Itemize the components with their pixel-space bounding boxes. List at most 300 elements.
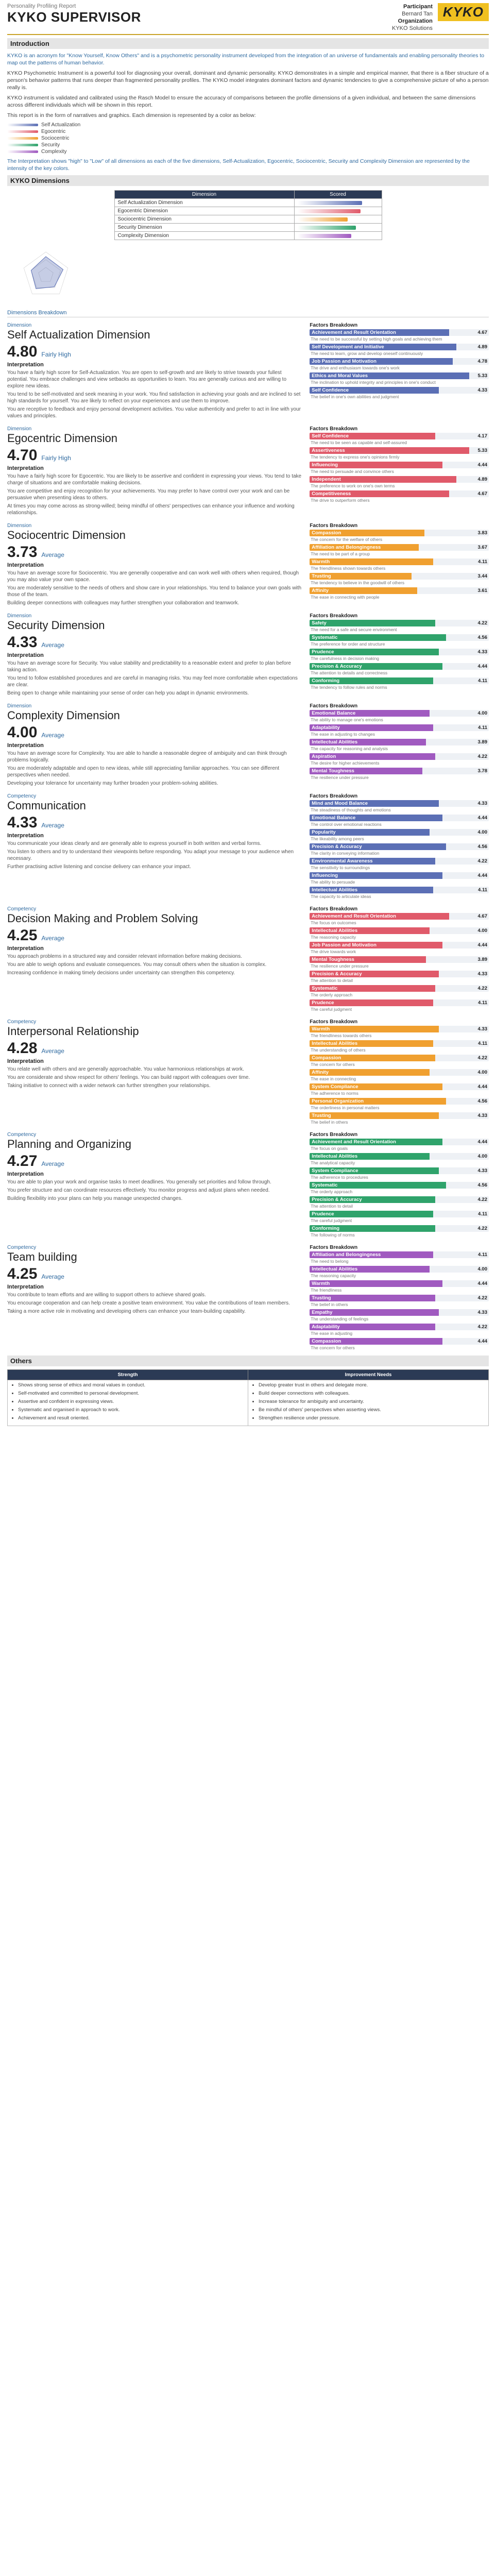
legend-swatch bbox=[7, 150, 38, 153]
factor-item bbox=[310, 372, 489, 386]
factor-score: 4.56 bbox=[477, 635, 487, 640]
dimension-score-bar bbox=[294, 215, 382, 224]
strength-item: • Achievement and result oriented. bbox=[18, 1415, 244, 1421]
factor-description: The careful judgment bbox=[311, 1218, 352, 1223]
legend-label: Security bbox=[41, 142, 60, 148]
dimension-title: Team building bbox=[7, 1250, 77, 1263]
factor-description: The need to learn, grow and develop oneself continuously bbox=[311, 351, 423, 356]
factor-item bbox=[310, 677, 489, 691]
factor-score: 3.67 bbox=[477, 545, 487, 550]
factor-description: The following of norms bbox=[311, 1232, 355, 1238]
interpretation-text: Developing your tolerance for uncertainty may further broaden your problem-solving abilities. bbox=[7, 781, 218, 786]
factor-name: Affiliation and Belongingness bbox=[310, 1251, 433, 1258]
factor-score: 4.33 bbox=[477, 801, 487, 806]
dimension-score-bar bbox=[294, 207, 382, 215]
factor-item bbox=[310, 768, 489, 781]
interpretation-text: You relate well with others and are generally approachable. You value harmonious relationships at work. bbox=[7, 1066, 244, 1072]
factors-heading: Factors Breakdown bbox=[310, 703, 358, 709]
interpretation-heading: Interpretation bbox=[7, 465, 44, 471]
factor-score: 4.56 bbox=[477, 1182, 487, 1188]
interpretation-text: Building flexibility into your plans can help you manage unexpected changes. bbox=[7, 1196, 183, 1201]
factor-bar bbox=[310, 663, 489, 670]
dimension-score-bar bbox=[294, 232, 382, 240]
interpretation-text: You encourage cooperation and can help create a positive team environment. You value the contributions of team members. bbox=[7, 1300, 290, 1306]
factor-bar bbox=[310, 558, 489, 565]
factor-description: The attention to detail bbox=[311, 1204, 353, 1209]
factor-item bbox=[310, 573, 489, 586]
factor-score: 5.33 bbox=[477, 373, 487, 379]
factor-name: Self Development and Initiative bbox=[310, 344, 456, 350]
factor-score: 3.89 bbox=[477, 957, 487, 962]
dimension-kicker: Dimension bbox=[7, 703, 32, 709]
interpretation-heading: Interpretation bbox=[7, 1284, 44, 1290]
factor-bar bbox=[310, 1211, 489, 1217]
col-strength: Strength bbox=[8, 1370, 248, 1380]
factor-bar bbox=[310, 942, 489, 948]
organization-name: KYKO Solutions bbox=[392, 25, 433, 31]
interpretation-text: You are competitive and enjoy recognition for your achievements. You may prefer to have control over your work and can be persuasive when presenting ideas to others. bbox=[7, 488, 290, 501]
factor-description: The concern for others bbox=[311, 1345, 355, 1350]
factor-item bbox=[310, 358, 489, 371]
factor-name: Systematic bbox=[310, 1182, 446, 1189]
interpretation-text: You have a fairly high score for Self-Actualization. You are open to self-growth and are likely to strive towards your fullest potential. You embrace challenges and view setbacks as opportunities to learn. You are generally curious and are willing to explore new ideas. bbox=[7, 370, 287, 389]
interpretation-text: You communicate your ideas clearly and are generally able to express yourself in both written and verbal forms. bbox=[7, 841, 262, 846]
factor-description: The concern for the welfare of others bbox=[311, 537, 383, 542]
factor-bar bbox=[310, 573, 489, 580]
legend-label: Self Actualization bbox=[41, 122, 81, 128]
factors-breakdown bbox=[310, 703, 489, 788]
factor-item bbox=[310, 1338, 489, 1351]
interpretation-text: Increasing confidence in making timely decisions under uncertainty can strengthen this competency. bbox=[7, 970, 235, 976]
factor-score: 4.22 bbox=[477, 1197, 487, 1202]
factor-score: 4.22 bbox=[477, 1324, 487, 1330]
factor-bar bbox=[310, 358, 489, 365]
factor-name: Independent bbox=[310, 476, 456, 483]
score-row bbox=[7, 1153, 301, 1170]
interpretation-heading: Interpretation bbox=[7, 833, 44, 839]
factor-bar bbox=[310, 971, 489, 977]
factor-item bbox=[310, 649, 489, 662]
factor-description: The analytical capacity bbox=[311, 1160, 355, 1165]
interpretation-text: You tend to be self-motivated and seek meaning in your work. You find satisfaction in achieving your goals and are inclined to set high standards for yourself. You are likely to reflect on your experiences and use them to improve. bbox=[7, 392, 301, 404]
factor-bar bbox=[310, 985, 489, 992]
factor-bar bbox=[310, 677, 489, 684]
factor-bar bbox=[310, 1040, 489, 1047]
factor-item bbox=[310, 1225, 489, 1239]
factor-score: 4.44 bbox=[477, 1084, 487, 1090]
factor-name: Warmth bbox=[310, 1026, 438, 1032]
legend-item bbox=[7, 142, 489, 148]
factors-heading: Factors Breakdown bbox=[310, 1245, 358, 1250]
factor-description: The friendliness towards others bbox=[311, 1033, 372, 1038]
factors-breakdown bbox=[310, 1132, 489, 1240]
improvement-item: • Build deeper connections with colleagues. bbox=[259, 1391, 484, 1397]
factor-score: 4.44 bbox=[477, 664, 487, 669]
factor-description: The sensitivity to surroundings bbox=[311, 865, 370, 870]
kyko-logo: KYKO bbox=[438, 3, 489, 21]
factor-score: 4.11 bbox=[478, 887, 487, 893]
factor-item bbox=[310, 620, 489, 633]
factor-bar bbox=[310, 462, 489, 468]
interpretation-text: Further practising active listening and concise delivery can enhance your impact. bbox=[7, 864, 191, 870]
factor-item bbox=[310, 1211, 489, 1224]
interpretation-text: You are receptive to feedback and enjoy personal development activities. You value authenticity and prefer to act in line with your values and principles. bbox=[7, 406, 301, 419]
factor-item bbox=[310, 1167, 489, 1181]
factor-bar bbox=[310, 999, 489, 1006]
factor-item bbox=[310, 858, 489, 871]
factor-bar bbox=[310, 1251, 489, 1258]
dimension-level: Fairly High bbox=[41, 351, 71, 358]
dimension-level: Average bbox=[41, 1160, 64, 1167]
dimension-bar-fill bbox=[298, 201, 363, 205]
factor-name: Precision & Accuracy bbox=[310, 1196, 435, 1203]
factors-heading: Factors Breakdown bbox=[310, 1132, 358, 1138]
factor-score: 4.11 bbox=[478, 1252, 487, 1258]
factor-bar bbox=[310, 843, 489, 850]
dimension-block bbox=[7, 906, 489, 1014]
factor-name: Affinity bbox=[310, 587, 417, 594]
breakdown-label: Dimensions Breakdown bbox=[7, 310, 67, 316]
factor-item bbox=[310, 1139, 489, 1152]
factor-bar bbox=[310, 710, 489, 717]
factor-bar bbox=[310, 476, 489, 483]
dimension-title: Interpersonal Relationship bbox=[7, 1025, 139, 1038]
factor-name: Popularity bbox=[310, 829, 430, 836]
dimension-title: Communication bbox=[7, 799, 86, 812]
dimension-score: 4.00 bbox=[7, 724, 38, 741]
factor-bar bbox=[310, 753, 489, 760]
factor-description: The adherence to procedures bbox=[311, 1175, 368, 1180]
dimension-name: Sociocentric Dimension bbox=[114, 215, 294, 224]
dimension-block bbox=[7, 793, 489, 901]
factor-name: Compassion bbox=[310, 1338, 442, 1345]
factor-description: The adherence to norms bbox=[311, 1091, 358, 1096]
dimension-name: Self Actualization Dimension bbox=[114, 199, 294, 207]
factor-description: The need for a safe and secure environment bbox=[311, 627, 397, 632]
factor-score: 4.33 bbox=[477, 387, 487, 393]
factors-breakdown bbox=[310, 426, 489, 518]
dimension-level: Average bbox=[41, 551, 64, 558]
col-dimension: Dimension bbox=[114, 191, 294, 199]
dimension-name: Security Dimension bbox=[114, 224, 294, 232]
dimension-level: Average bbox=[41, 641, 64, 649]
factor-name: Adaptability bbox=[310, 724, 433, 731]
factor-score: 4.44 bbox=[477, 873, 487, 878]
factor-bar bbox=[310, 1280, 489, 1287]
factor-bar bbox=[310, 800, 489, 807]
dimension-kicker: Dimension bbox=[7, 323, 32, 328]
factors-heading: Factors Breakdown bbox=[310, 793, 358, 799]
participant-name: Bernard Tan bbox=[402, 11, 433, 17]
factor-bar bbox=[310, 1182, 489, 1189]
factors-heading: Factors Breakdown bbox=[310, 523, 358, 529]
factor-name: Ethics and Moral Values bbox=[310, 372, 469, 379]
factor-name: Safety bbox=[310, 620, 435, 626]
interpretation-text: You have an average score for Security. You value stability and predictability to a reasonable extent and prefer to plan before taking action. bbox=[7, 660, 291, 673]
dimension-summary bbox=[7, 523, 301, 608]
factor-name: Trusting bbox=[310, 573, 412, 580]
factor-item bbox=[310, 1112, 489, 1126]
factor-description: The understanding of others bbox=[311, 1047, 366, 1053]
dimension-block bbox=[7, 1245, 489, 1352]
factor-item bbox=[310, 329, 489, 343]
interpretation-text: Taking a more active role in motivating and developing others can enhance your team-building capability. bbox=[7, 1309, 246, 1314]
factor-description: The capacity for reasoning and analysis bbox=[311, 746, 388, 751]
factor-name: Influencing bbox=[310, 872, 442, 879]
factor-score: 4.22 bbox=[477, 620, 487, 626]
factor-item bbox=[310, 447, 489, 461]
factor-score: 3.44 bbox=[477, 573, 487, 579]
factor-name: Affiliation and Belongingness bbox=[310, 544, 419, 551]
legend-item bbox=[7, 149, 489, 155]
col-scored: Scored bbox=[294, 191, 382, 199]
factor-name: Prudence bbox=[310, 649, 438, 655]
factor-item bbox=[310, 587, 489, 601]
factor-description: The orderly approach bbox=[311, 992, 353, 997]
others-heading: Others bbox=[7, 1355, 489, 1366]
dimension-row bbox=[114, 207, 382, 215]
dimension-bar-fill bbox=[298, 217, 348, 222]
factor-score: 3.78 bbox=[477, 768, 487, 774]
factor-bar bbox=[310, 344, 489, 350]
dimension-title: Complexity Dimension bbox=[7, 709, 120, 722]
factor-name: Warmth bbox=[310, 1280, 442, 1287]
score-row bbox=[7, 724, 301, 741]
factor-item bbox=[310, 1280, 489, 1294]
factors-breakdown bbox=[310, 613, 489, 698]
factor-name: Compassion bbox=[310, 530, 424, 536]
factor-bar bbox=[310, 739, 489, 745]
interpretation-text: You tend to follow established procedures and are careful in managing risks. You may feel more comfortable when expectations are clear. bbox=[7, 675, 298, 688]
factors-heading: Factors Breakdown bbox=[310, 426, 358, 432]
factor-name: System Compliance bbox=[310, 1167, 438, 1174]
factor-item bbox=[310, 815, 489, 828]
dimension-summary bbox=[7, 323, 301, 421]
factor-name: Self Confidence bbox=[310, 433, 435, 439]
factor-description: The need to be seen as capable and self-assured bbox=[311, 440, 407, 445]
factor-bar bbox=[310, 1083, 489, 1090]
factor-name: Job Passion and Motivation bbox=[310, 942, 442, 948]
strength-item: • Assertive and confident in expressing views. bbox=[18, 1399, 244, 1405]
dimension-score: 4.25 bbox=[7, 927, 38, 944]
factor-name: Precision & Accuracy bbox=[310, 663, 442, 670]
intro-p2: KYKO Psychometric Instrument is a powerful tool for diagnosing your overall, dominant and dynamic personality. KYKO demonstrates in a simple and empirical manner, that there is a fiber structure of a person's behavior patterns that runs deeper than fragmented personality profiles. The KYKO model integrates dominant factors and dynamic tendencies to give a comprehensive picture of who a person really is. bbox=[7, 70, 489, 91]
dimension-color-legend bbox=[7, 122, 489, 155]
factor-score: 4.00 bbox=[477, 1154, 487, 1159]
dimension-breakdown-list bbox=[7, 323, 489, 1352]
factor-bar bbox=[310, 530, 489, 536]
factor-description: The orderly approach bbox=[311, 1189, 353, 1194]
dimension-kicker: Competency bbox=[7, 906, 37, 912]
factor-bar bbox=[310, 433, 489, 439]
factor-score: 4.17 bbox=[477, 433, 487, 439]
factor-item bbox=[310, 1266, 489, 1279]
dimension-name: Complexity Dimension bbox=[114, 232, 294, 240]
factor-description: The reasoning capacity bbox=[311, 935, 356, 940]
factor-description: The preference for order and structure bbox=[311, 641, 385, 647]
factor-description: The drive to outperform others bbox=[311, 498, 370, 503]
dimension-score: 4.33 bbox=[7, 814, 38, 831]
factor-description: The resilience under pressure bbox=[311, 775, 369, 780]
factor-description: The ease in connecting with people bbox=[311, 595, 380, 600]
factor-description: The control over emotional reactions bbox=[311, 822, 382, 827]
factor-name: Intellectual Abilities bbox=[310, 1266, 430, 1273]
interpretation-text: You contribute to team efforts and are willing to support others to achieve shared goals. bbox=[7, 1292, 206, 1298]
dimension-title: Sociocentric Dimension bbox=[7, 529, 126, 541]
factor-description: The tendency to follow rules and norms bbox=[311, 685, 387, 690]
factor-score: 4.78 bbox=[477, 359, 487, 364]
intro-p5: The Interpretation shows "high" to "Low" of all dimensions as each of the five dimensions, Self-Actualization, Egocentric, Sociocentric, Security and Complexity Dimension are represented by the intensity of the key colors. bbox=[7, 158, 470, 172]
factor-item bbox=[310, 634, 489, 648]
dimension-level: Average bbox=[41, 822, 64, 829]
factor-name: Intellectual Abilities bbox=[310, 887, 433, 893]
factor-description: The orderliness in personal matters bbox=[311, 1105, 380, 1110]
factor-description: The ability to manage one's emotions bbox=[311, 717, 383, 722]
dimension-title: Self Actualization Dimension bbox=[7, 328, 150, 341]
factor-description: The belief in one's own abilities and judgment bbox=[311, 394, 399, 399]
factor-name: Achievement and Result Orientation bbox=[310, 329, 449, 336]
dimension-summary bbox=[7, 1019, 301, 1127]
factor-item bbox=[310, 433, 489, 446]
factor-item bbox=[310, 927, 489, 941]
dimension-kicker: Competency bbox=[7, 1132, 37, 1138]
factor-item bbox=[310, 1182, 489, 1195]
factor-score: 4.44 bbox=[477, 1338, 487, 1344]
factor-item bbox=[310, 1309, 489, 1323]
factor-name: Mind and Mood Balance bbox=[310, 800, 438, 807]
factor-score: 4.89 bbox=[477, 477, 487, 482]
factor-score: 4.22 bbox=[477, 754, 487, 759]
legend-swatch bbox=[7, 144, 38, 146]
factor-score: 4.00 bbox=[477, 1266, 487, 1272]
factor-description: The clarity in conveying information bbox=[311, 851, 380, 856]
factor-bar bbox=[310, 858, 489, 865]
factor-item bbox=[310, 1069, 489, 1082]
factor-item bbox=[310, 530, 489, 543]
factor-item bbox=[310, 710, 489, 723]
report-title: KYKO SUPERVISOR bbox=[7, 9, 141, 25]
factor-bar bbox=[310, 1295, 489, 1301]
factor-name: Prudence bbox=[310, 1211, 433, 1217]
factor-name: Personal Organization bbox=[310, 1098, 446, 1105]
factor-item bbox=[310, 913, 489, 926]
factor-bar bbox=[310, 1026, 489, 1032]
strength-item: • Systematic and organised in approach to work. bbox=[18, 1407, 244, 1413]
factor-description: The friendliness bbox=[311, 1287, 342, 1293]
dimension-row bbox=[114, 215, 382, 224]
factor-item bbox=[310, 829, 489, 842]
dimension-score: 4.25 bbox=[7, 1265, 38, 1282]
factor-score: 4.00 bbox=[477, 1070, 487, 1075]
factor-score: 4.33 bbox=[477, 971, 487, 977]
factor-description: The friendliness shown towards others bbox=[311, 566, 386, 571]
factor-description: The capacity to articulate ideas bbox=[311, 894, 371, 899]
factor-item bbox=[310, 1295, 489, 1308]
factor-bar bbox=[310, 649, 489, 655]
factor-name: Emotional Balance bbox=[310, 815, 442, 821]
factor-score: 4.44 bbox=[477, 942, 487, 948]
factor-name: Empathy bbox=[310, 1309, 438, 1316]
factor-item bbox=[310, 956, 489, 970]
dimension-kicker: Dimension bbox=[7, 613, 32, 619]
factor-bar bbox=[310, 1225, 489, 1232]
dimension-summary bbox=[7, 426, 301, 518]
score-row bbox=[7, 634, 301, 651]
dimension-summary bbox=[7, 613, 301, 698]
factor-score: 4.11 bbox=[478, 678, 487, 684]
legend-label: Complexity bbox=[41, 149, 67, 155]
factor-item bbox=[310, 663, 489, 676]
factor-bar bbox=[310, 634, 489, 641]
factor-item bbox=[310, 490, 489, 504]
factor-description: The carefulness in decision making bbox=[311, 656, 380, 661]
factor-description: The need to be successful by setting high goals and achieving them bbox=[311, 336, 442, 342]
factor-item bbox=[310, 1083, 489, 1097]
improvement-item: • Develop greater trust in others and delegate more. bbox=[259, 1382, 484, 1388]
legend-item bbox=[7, 129, 489, 134]
interpretation-text: At times you may come across as strong-willed; being mindful of others' perspectives can enhance your influence and working relationships. bbox=[7, 503, 295, 516]
dimension-level: Average bbox=[41, 732, 64, 739]
factor-item bbox=[310, 872, 489, 886]
factor-description: The attention to details and correctness bbox=[311, 670, 388, 675]
interpretation-text: You prefer structure and can coordinate resources effectively. You monitor progress and adjust plans when needed. bbox=[7, 1188, 270, 1193]
factor-score: 4.00 bbox=[477, 710, 487, 716]
factor-name: Intellectual Abilities bbox=[310, 1040, 433, 1047]
factor-description: The resilience under pressure bbox=[311, 963, 369, 969]
factor-bar bbox=[310, 587, 489, 594]
score-row bbox=[7, 344, 301, 360]
legend-swatch bbox=[7, 124, 38, 126]
factor-score: 4.33 bbox=[477, 1113, 487, 1118]
factor-description: The need to persuade and convince others bbox=[311, 469, 394, 474]
dimensions-table bbox=[114, 190, 382, 240]
factor-name: Systematic bbox=[310, 985, 435, 992]
factor-name: Intellectual Abilities bbox=[310, 739, 426, 745]
factor-score: 3.89 bbox=[477, 739, 487, 745]
factor-name: Conforming bbox=[310, 677, 433, 684]
dimension-block bbox=[7, 323, 489, 421]
factor-name: Assertiveness bbox=[310, 447, 469, 454]
factor-item bbox=[310, 887, 489, 900]
dimension-kicker: Competency bbox=[7, 793, 37, 799]
factor-bar bbox=[310, 1196, 489, 1203]
factor-description: The focus on outcomes bbox=[311, 920, 356, 925]
factor-bar bbox=[310, 724, 489, 731]
factor-item bbox=[310, 1040, 489, 1054]
factor-score: 4.22 bbox=[477, 1295, 487, 1301]
interpretation-text: Building deeper connections with colleagues may further strengthen your collaboration and teamwork. bbox=[7, 600, 240, 606]
interpretation-heading: Interpretation bbox=[7, 1171, 44, 1177]
factor-score: 4.33 bbox=[477, 1026, 487, 1032]
score-row bbox=[7, 447, 301, 464]
dimension-summary bbox=[7, 1132, 301, 1240]
factor-score: 4.11 bbox=[478, 1000, 487, 1006]
dimension-bar-fill bbox=[298, 209, 361, 213]
factor-description: The ease in adjusting bbox=[311, 1331, 353, 1336]
factor-name: Systematic bbox=[310, 634, 446, 641]
dimension-level: Average bbox=[41, 1273, 64, 1280]
legend-swatch bbox=[7, 137, 38, 140]
factor-description: The ease in connecting bbox=[311, 1076, 356, 1081]
factor-item bbox=[310, 942, 489, 955]
intro-section bbox=[7, 52, 489, 172]
factor-name: Trusting bbox=[310, 1112, 438, 1119]
legend-item bbox=[7, 135, 489, 141]
factor-item bbox=[310, 1324, 489, 1337]
factor-description: The tendency to express one's opinions firmly bbox=[311, 454, 400, 460]
dimension-level: Average bbox=[41, 1047, 64, 1055]
dimension-score: 4.80 bbox=[7, 343, 38, 360]
